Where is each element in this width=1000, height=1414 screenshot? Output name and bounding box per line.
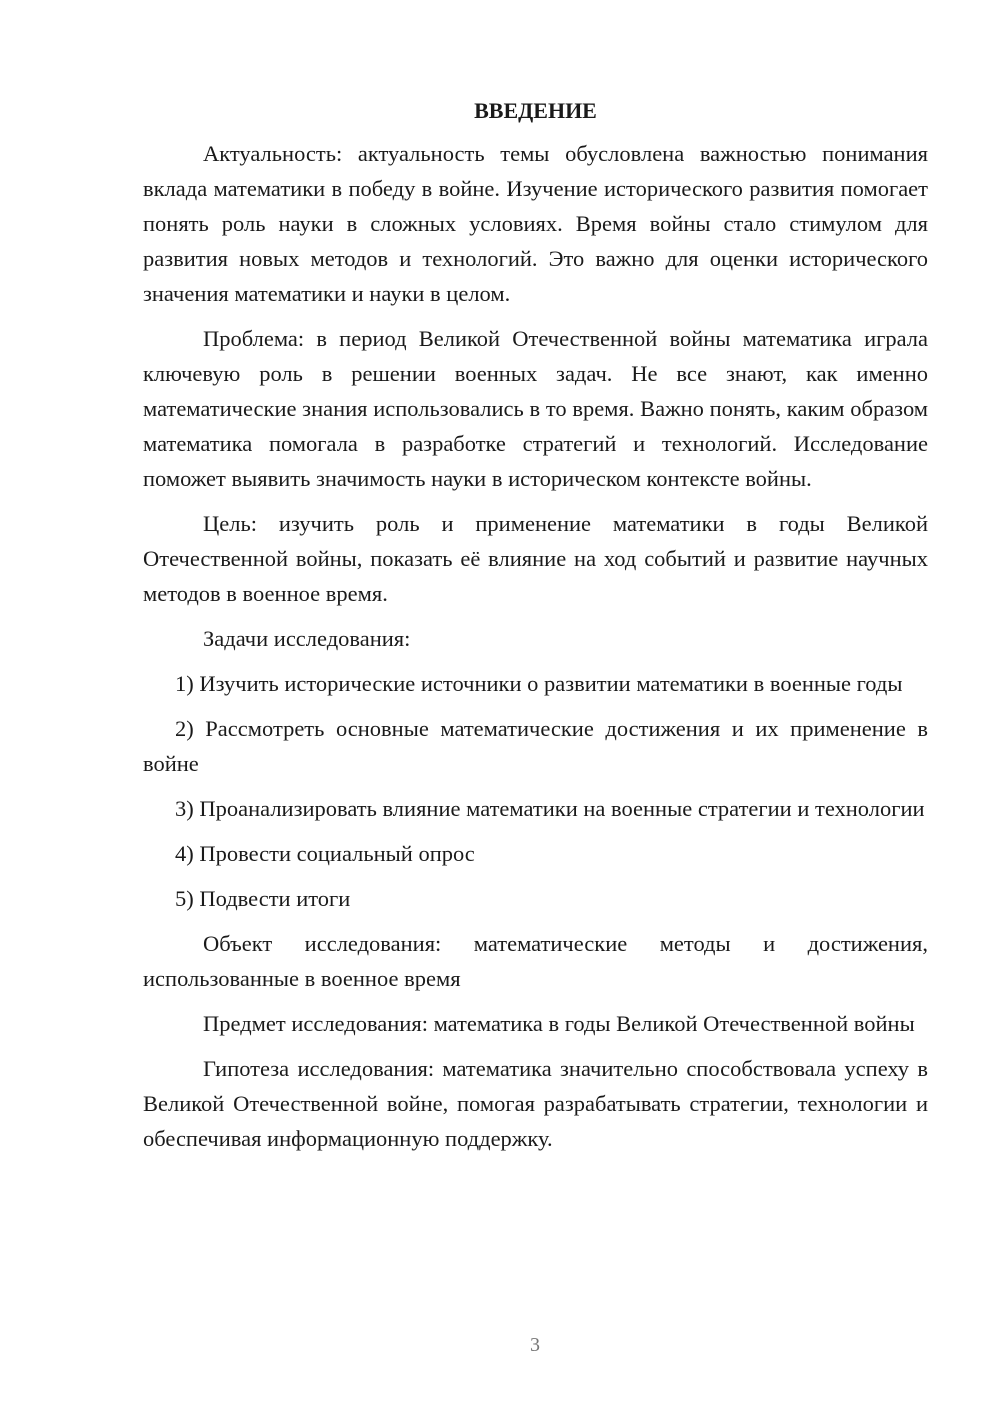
object-paragraph: Объект исследования: математические методы и достижения, использованные в военное время: [143, 931, 928, 991]
tasks-list: [143, 666, 928, 916]
relevance-paragraph: Актуальность: актуальность темы обусловлена важностью понимания вклада математики в победу в войне. Изучение исторического развития помогает понять роль науки в сложных условиях. Время войны стало стимулом для развития новых методов и технологий. Это важно для оценки исторического значения математики и науки в целом.: [143, 141, 928, 306]
section-title: ВВЕДЕНИЕ: [474, 98, 597, 123]
page-number: 3: [530, 1334, 540, 1356]
task-item: 2) Рассмотреть основные математические достижения и их применение в войне: [143, 716, 928, 776]
task-item: 5) Подвести итоги: [175, 886, 351, 911]
document-page: [143, 96, 928, 1166]
task-item: 3) Проанализировать влияние математики на военные стратегии и технологии: [175, 796, 925, 821]
task-item: 1) Изучить исторические источники о развитии математики в военные годы: [175, 671, 903, 696]
hypothesis-paragraph: Гипотеза исследования: математика значительно способствовала успеху в Великой Отечественной войне, помогая разрабатывать стратегии, технологии и обеспечивая информационную поддержку.: [143, 1056, 928, 1151]
tasks-heading: Задачи исследования:: [203, 626, 411, 651]
subject-paragraph: Предмет исследования: математика в годы Великой Отечественной войны: [203, 1011, 915, 1036]
goal-paragraph: Цель: изучить роль и применение математики в годы Великой Отечественной войны, показать её влияние на ход событий и развитие научных методов в военное время.: [143, 511, 928, 606]
task-item: 4) Провести социальный опрос: [175, 841, 475, 866]
problem-paragraph: Проблема: в период Великой Отечественной войны математика играла ключевую роль в решении военных задач. Не все знают, как именно математические знания использовались в то время. Важно понять, каким образом математика помогала в разработке стратегий и технологий. Исследование поможет выявить значимость науки в историческом контексте войны.: [143, 326, 928, 491]
